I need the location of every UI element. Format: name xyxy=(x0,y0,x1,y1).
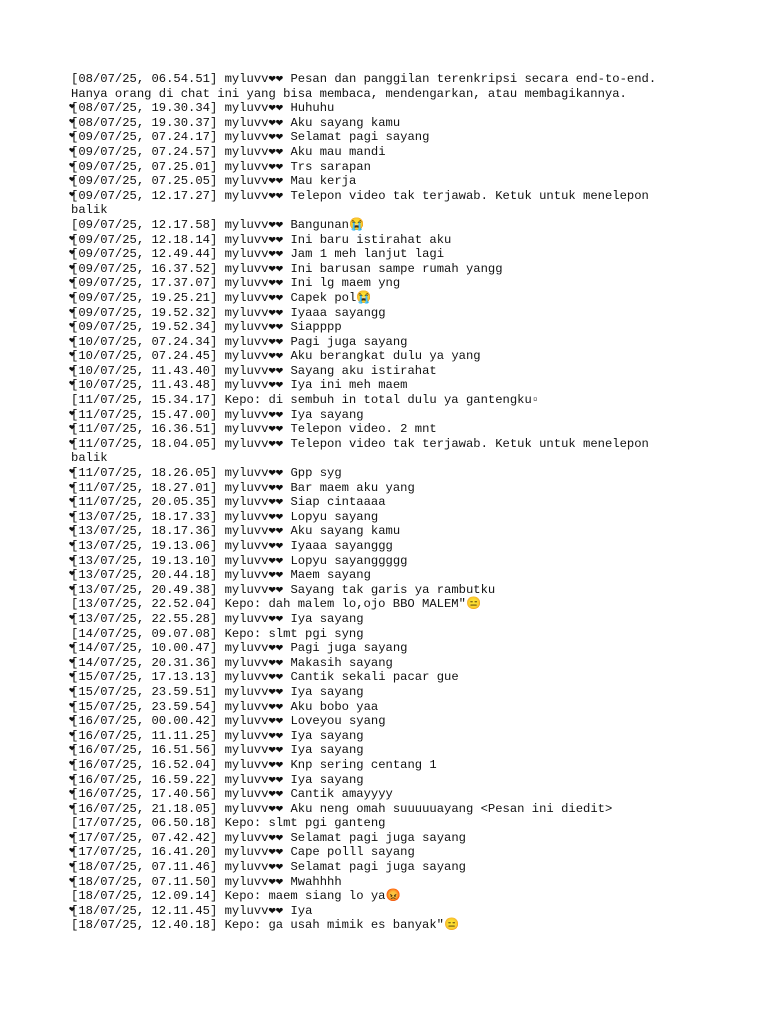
chat-message-line: ❤ [16/07/25, 16.59.22] myluvv❤❤ Iya sayang xyxy=(71,773,691,788)
chat-message-line: ❤ [08/07/25, 19.30.34] myluvv❤❤ Huhuhu xyxy=(71,101,691,116)
chat-message-line: [17/07/25, 06.50.18] Kepo: slmt pgi ganteng xyxy=(71,816,386,831)
chat-message-line: [14/07/25, 09.07.08] Kepo: slmt pgi syng xyxy=(71,626,364,641)
chat-message-line: ❤ [13/07/25, 18.17.33] myluvv❤❤ Lopyu sayang xyxy=(71,510,691,525)
chat-message-line: ❤ [13/07/25, 22.55.28] myluvv❤❤ Iya sayang xyxy=(71,612,691,627)
chat-message-line: ❤ [10/07/25, 07.24.45] myluvv❤❤ Aku berangkat dulu ya yang xyxy=(71,349,691,364)
chat-message-line: [08/07/25, 06.54.51] myluvv❤❤ Pesan dan panggilan terenkripsi secara end-to-end. Hanya orang di chat ini yang bisa membaca, mendengarkan, atau membagikannya. xyxy=(71,72,664,101)
chat-message-line: ❤ [11/07/25, 18.26.05] myluvv❤❤ Gpp syg xyxy=(71,466,691,481)
chat-message-line: [11/07/25, 15.34.17] Kepo: di sembuh in total dulu ya gantengku▫ xyxy=(71,393,540,408)
chat-message-line: ❤ [16/07/25, 00.00.42] myluvv❤❤ Loveyou syang xyxy=(71,714,691,729)
chat-message-line: ❤ [09/07/25, 12.18.14] myluvv❤❤ Ini baru istirahat aku xyxy=(71,233,691,248)
chat-message-line: ❤ [09/07/25, 07.24.17] myluvv❤❤ Selamat pagi sayang xyxy=(71,130,691,145)
chat-message-line: ❤ [10/07/25, 11.43.40] myluvv❤❤ Sayang aku istirahat xyxy=(71,364,691,379)
chat-message-line: ❤ [13/07/25, 18.17.36] myluvv❤❤ Aku sayang kamu xyxy=(71,524,691,539)
chat-message-line: ❤ [14/07/25, 10.00.47] myluvv❤❤ Pagi juga sayang xyxy=(71,641,691,656)
chat-message-line: ❤ [10/07/25, 11.43.48] myluvv❤❤ Iya ini meh maem xyxy=(71,378,691,393)
chat-message-line: ❤ [13/07/25, 19.13.06] myluvv❤❤ Iyaaa sayanggg xyxy=(71,539,691,554)
chat-message-line: ❤ [09/07/25, 07.25.01] myluvv❤❤ Trs sarapan xyxy=(71,160,691,175)
chat-message-line: ❤ [15/07/25, 23.59.51] myluvv❤❤ Iya sayang xyxy=(71,685,691,700)
chat-message-line: ❤ [13/07/25, 20.44.18] myluvv❤❤ Maem sayang xyxy=(71,568,691,583)
chat-message-line: ❤ [09/07/25, 16.37.52] myluvv❤❤ Ini barusan sampe rumah yangg xyxy=(71,262,691,277)
chat-message-line: ❤ [14/07/25, 20.31.36] myluvv❤❤ Makasih sayang xyxy=(71,656,691,671)
chat-message-line: ❤ [09/07/25, 07.25.05] myluvv❤❤ Mau kerja xyxy=(71,174,691,189)
chat-message-line: ❤ [09/07/25, 19.52.34] myluvv❤❤ Siapppp xyxy=(71,320,691,335)
chat-message-line: ❤ [11/07/25, 16.36.51] myluvv❤❤ Telepon video. 2 mnt xyxy=(71,422,691,437)
chat-message-line: ❤ [18/07/25, 07.11.50] myluvv❤❤ Mwahhhh xyxy=(71,875,691,890)
chat-message-line: ❤ [11/07/25, 18.27.01] myluvv❤❤ Bar maem aku yang xyxy=(71,481,691,496)
chat-message-line: ❤ [09/07/25, 19.52.32] myluvv❤❤ Iyaaa sayangg xyxy=(71,306,691,321)
chat-message-line: [18/07/25, 12.40.18] Kepo: ga usah mimik es banyak"😑 xyxy=(71,918,460,933)
chat-message-line: ❤ [09/07/25, 12.17.27] myluvv❤❤ Telepon video tak terjawab. Ketuk untuk menelepon balik xyxy=(71,189,691,218)
chat-message-line: ❤ [09/07/25, 12.49.44] myluvv❤❤ Jam 1 meh lanjut lagi xyxy=(71,247,691,262)
chat-message-line: ❤ [11/07/25, 20.05.35] myluvv❤❤ Siap cintaaaa xyxy=(71,495,691,510)
chat-message-line: ❤ [15/07/25, 23.59.54] myluvv❤❤ Aku bobo yaa xyxy=(71,700,691,715)
chat-message-line: ❤ [18/07/25, 12.11.45] myluvv❤❤ Iya xyxy=(71,904,691,919)
chat-message-line: ❤ [09/07/25, 17.37.07] myluvv❤❤ Ini lg maem yng xyxy=(71,276,691,291)
chat-message-line: ❤ [16/07/25, 11.11.25] myluvv❤❤ Iya sayang xyxy=(71,729,691,744)
chat-message-line: ❤ [10/07/25, 07.24.34] myluvv❤❤ Pagi juga sayang xyxy=(71,335,691,350)
chat-message-line: ❤ [17/07/25, 07.42.42] myluvv❤❤ Selamat pagi juga sayang xyxy=(71,831,691,846)
chat-message-line: ❤ [18/07/25, 07.11.46] myluvv❤❤ Selamat pagi juga sayang xyxy=(71,860,691,875)
chat-message-line: ❤ [16/07/25, 16.52.04] myluvv❤❤ Knp sering centang 1 xyxy=(71,758,691,773)
chat-message-line: ❤ [16/07/25, 21.18.05] myluvv❤❤ Aku neng omah suuuuuayang <Pesan ini diedit> xyxy=(71,802,691,817)
chat-message-line: ❤ [08/07/25, 19.30.37] myluvv❤❤ Aku sayang kamu xyxy=(71,116,691,131)
chat-export-text xyxy=(71,72,691,933)
chat-message-line: ❤ [11/07/25, 15.47.00] myluvv❤❤ Iya sayang xyxy=(71,408,691,423)
chat-message-line: ❤ [09/07/25, 07.24.57] myluvv❤❤ Aku mau mandi xyxy=(71,145,691,160)
chat-message-line: [13/07/25, 22.52.04] Kepo: dah malem lo,ojo BBO MALEM"😑 xyxy=(71,597,482,612)
chat-message-line: ❤ [11/07/25, 18.04.05] myluvv❤❤ Telepon video tak terjawab. Ketuk untuk menelepon balik xyxy=(71,437,691,466)
chat-message-line: ❤ [16/07/25, 16.51.56] myluvv❤❤ Iya sayang xyxy=(71,743,691,758)
chat-message-line: [18/07/25, 12.09.14] Kepo: maem siang lo ya😡 xyxy=(71,889,401,904)
chat-message-line: ❤ [13/07/25, 19.13.10] myluvv❤❤ Lopyu sayanggggg xyxy=(71,554,691,569)
chat-message-line: ❤ [15/07/25, 17.13.13] myluvv❤❤ Cantik sekali pacar gue xyxy=(71,670,691,685)
chat-message-line: ❤ [13/07/25, 20.49.38] myluvv❤❤ Sayang tak garis ya rambutku xyxy=(71,583,691,598)
chat-message-line: ❤ [17/07/25, 16.41.20] myluvv❤❤ Cape polll sayang xyxy=(71,845,691,860)
chat-message-line: [09/07/25, 12.17.58] myluvv❤❤ Bangunan😭 xyxy=(71,217,365,232)
chat-message-line: ❤ [16/07/25, 17.40.56] myluvv❤❤ Cantik amayyyy xyxy=(71,787,691,802)
chat-message-line: ❤ [09/07/25, 19.25.21] myluvv❤❤ Capek pol😭 xyxy=(71,291,691,306)
